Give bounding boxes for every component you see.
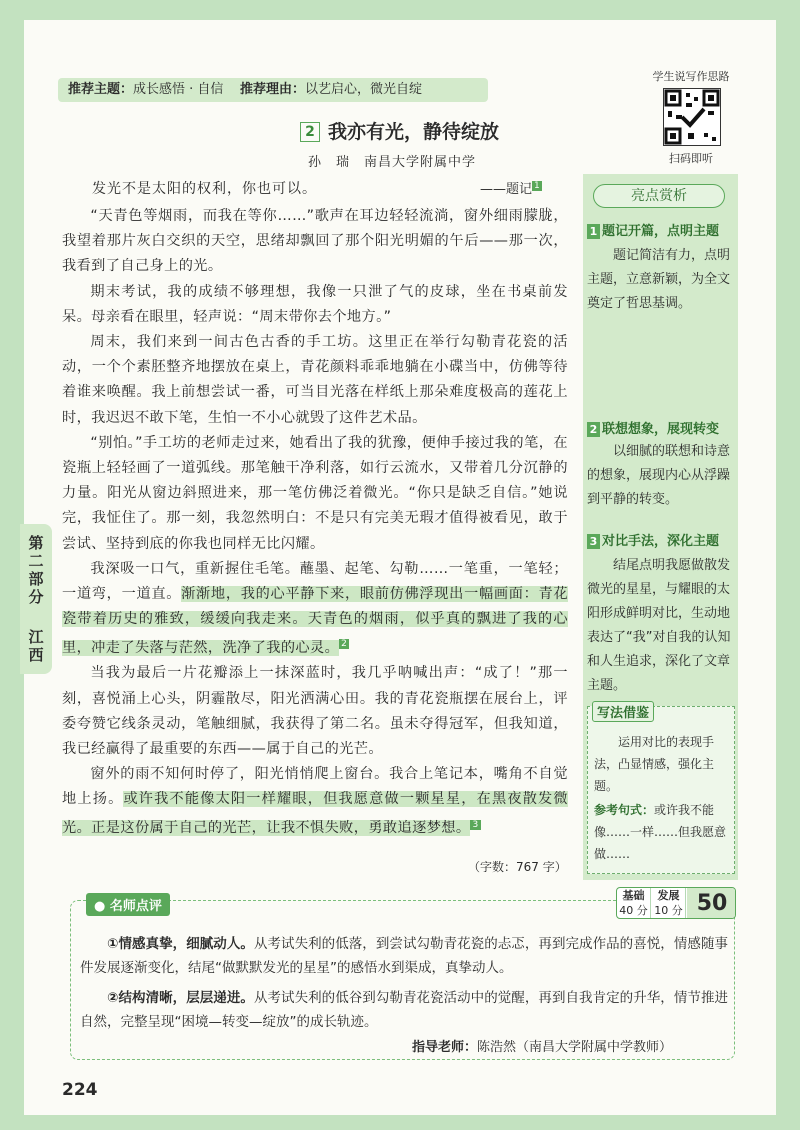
highlight-title: 联想想象，展现转变	[602, 422, 720, 437]
qr-caption: 学生说写作思路	[652, 70, 730, 83]
teacher-name: 陈浩然（南昌大学附属中学教师）	[477, 1040, 673, 1055]
highlight-text-3: 结尾点明我愿做散发微光的星星，与耀眼的太阳形成鲜明对比，生动地表达了“我”对自我的认知和人生追求，深化了文章主题。	[587, 558, 731, 693]
highlight-num: 1	[587, 224, 600, 239]
article-body	[62, 204, 568, 842]
reference-sentence	[594, 799, 730, 865]
paragraph: “天青色等烟雨，而我在等你……”歌声在耳边轻轻流淌，窗外细雨朦胧，我望着那片灰白交织的天空，思绪却飘回了那个阳光明媚的午后——那一次，我看到了自己身上的光。	[62, 208, 568, 275]
score-basic-value: 40 分	[619, 904, 648, 917]
epigraph-signature	[480, 178, 542, 197]
note-marker-1: 1	[534, 180, 540, 191]
writing-technique-box	[587, 706, 735, 874]
comment-text-2: 从考试失利的低谷到勾勒青花瓷活动中的觉醒，再到自我肯定的升华，情节推进自然，完整呈现“困境—转变—绽放”的成长轨迹。	[80, 990, 728, 1030]
highlight-text-2: 以细腻的联想和诗意的想象，展现内心从浮躁到平静的转变。	[587, 444, 731, 507]
comment-tag-label: 名师点评	[109, 899, 162, 914]
reference-label: 参考句式：	[594, 803, 655, 817]
article-author: 孙 瑞 南昌大学附属中学	[308, 155, 477, 170]
teacher-label: 指导老师：	[412, 1040, 478, 1055]
reason-label: 推荐理由：	[239, 82, 305, 97]
paragraph: “别怕。”手工坊的老师走过来，她看出了我的犹豫，便伸手接过我的笔，在瓷瓶上轻轻画了一道弧线。那笔触干净利落，如行云流水，又带着几分沉静的力量。阳光从窗边斜照进来，那一笔仿佛泛着微光。“你只是缺乏自信。”她说完，我怔住了。那一刻，我忽然明白：不是只有完美无瑕才值得被看见，敢于尝试、坚持到底的你我也同样无比闪耀。	[62, 434, 568, 552]
char-count: （字数：767 字）	[468, 860, 567, 874]
reference-text: 或许我不能像……一样……但我愿意做……	[594, 803, 727, 861]
highlight-title: 题记开篇，点明主题	[602, 224, 720, 239]
topic-bar	[58, 78, 488, 102]
section-region-label: 江西	[28, 628, 44, 664]
person-icon: ●	[94, 899, 106, 914]
highlight-heading-1	[587, 220, 719, 239]
qr-code-icon[interactable]	[663, 88, 721, 146]
paragraph-text: 窗外的雨不知何时停了，阳光悄悄爬上窗台。我合上笔记本，嘴角不自觉地上扬。	[62, 766, 568, 808]
reason-value: 以艺启心，微光自绽	[304, 82, 422, 97]
guiding-teacher	[412, 1036, 672, 1055]
highlighted-text: 或许我不能像太阳一样耀眼，但我愿意做一颗星星，在黑夜散发微光。正是这份属于自己的光芒，让我不惧失败，勇敢追逐梦想。	[62, 791, 568, 837]
epigraph-sig-text: ——题记	[480, 182, 533, 197]
article-title	[300, 117, 499, 144]
page-number: 224	[62, 1080, 98, 1100]
comment-point-1: ①情感真挚，细腻动人。	[107, 936, 254, 952]
comment-paragraph-2	[80, 986, 728, 1034]
section-part-label: 第二部分	[28, 534, 44, 606]
paragraph	[62, 557, 568, 662]
paragraph: 期末考试，我的成绩不够理想，我像一只泄了气的皮球，坐在书桌前发呆。母亲看在眼里，轻声说：“周末带你去个地方。”	[62, 283, 568, 325]
paragraph: 当我为最后一片花瓣添上一抹深蓝时，我几乎呐喊出声：“成了！”那一刻，喜悦涌上心头，阴霾散尽，阳光洒满心田。我的青花瓷瓶摆在展台上，评委夸赞它线条灵动，笔触细腻，我获得了第二名。虽未夺得冠军，但我知道，我已经赢得了最重要的东西——属于自己的光芒。	[62, 665, 568, 757]
highlight-heading-2	[587, 418, 719, 437]
note-marker-2: 2	[341, 639, 348, 650]
score-total: 50	[687, 888, 736, 919]
writing-technique-text: 运用对比的表现手法，凸显情感，强化主题。	[594, 735, 715, 793]
highlighted-text: 渐渐地，我的心平静下来，眼前仿佛浮现出一幅画面：青花瓷带着历史的雅致，缓缓向我走来。天青色的烟雨，似乎真的飘进了我的心里，冲走了失落与茫然，洗净了我的心灵。	[62, 586, 569, 657]
paragraph	[62, 762, 568, 841]
score-dev-value: 10 分	[654, 904, 683, 917]
score-box	[616, 887, 736, 919]
highlight-num: 3	[587, 534, 600, 549]
score-dev-label: 发展	[657, 889, 680, 902]
note-marker-3: 3	[472, 819, 479, 830]
highlight-title: 对比手法，深化主题	[602, 534, 720, 549]
highlight-num: 2	[587, 422, 600, 437]
highlights-header: 亮点赏析	[593, 184, 725, 208]
qr-caption-scan: 扫码即听	[669, 152, 713, 165]
paragraph: 周末，我们来到一间古色古香的手工坊。这里正在举行勾勒青花瓷的活动，一个个素胚整齐地摆放在桌上，青花颜料乖乖地躺在小碟当中，仿佛等待着谁来唤醒。我上前想尝试一番，可当目光落在样纸上那朵难度极高的莲花上时，我迟迟不敢下笔，生怕一不小心就毁了这件艺术品。	[62, 334, 568, 426]
highlights-panel	[583, 174, 738, 880]
epigraph: 发光不是太阳的权利，你也可以。	[92, 181, 317, 197]
comment-text-1: 从考试失利的低落，到尝试勾勒青花瓷的忐忑，再到完成作品的喜悦，情感随事件发展逐渐变化，结尾“做默默发光的星星”的感悟水到渠成，真挚动人。	[80, 936, 728, 976]
paragraph-text: 我深吸一口气，重新握住毛笔。蘸墨、起笔、勾勒……一笔重，一笔轻；一道弯，一道直。	[62, 560, 568, 603]
highlight-text-1: 题记简洁有力，点明主题，立意新颖，为全文奠定了哲思基调。	[587, 248, 731, 311]
article-number: 2	[300, 122, 320, 142]
score-development	[652, 888, 686, 919]
writing-technique-title: 写法借鉴	[592, 701, 654, 722]
topic-value: 成长感悟 · 自信	[133, 82, 224, 97]
comment-paragraph-1	[80, 932, 728, 980]
score-basic-label: 基础	[622, 889, 645, 902]
comment-point-2: ②结构清晰，层层递进。	[107, 990, 254, 1006]
score-basic	[617, 888, 651, 919]
teacher-comment-tag	[86, 893, 170, 916]
article-title-text: 我亦有光，静待绽放	[328, 121, 500, 143]
topic-label: 推荐主题：	[68, 82, 134, 97]
highlight-heading-3	[587, 530, 719, 549]
section-side-tab	[20, 524, 52, 674]
